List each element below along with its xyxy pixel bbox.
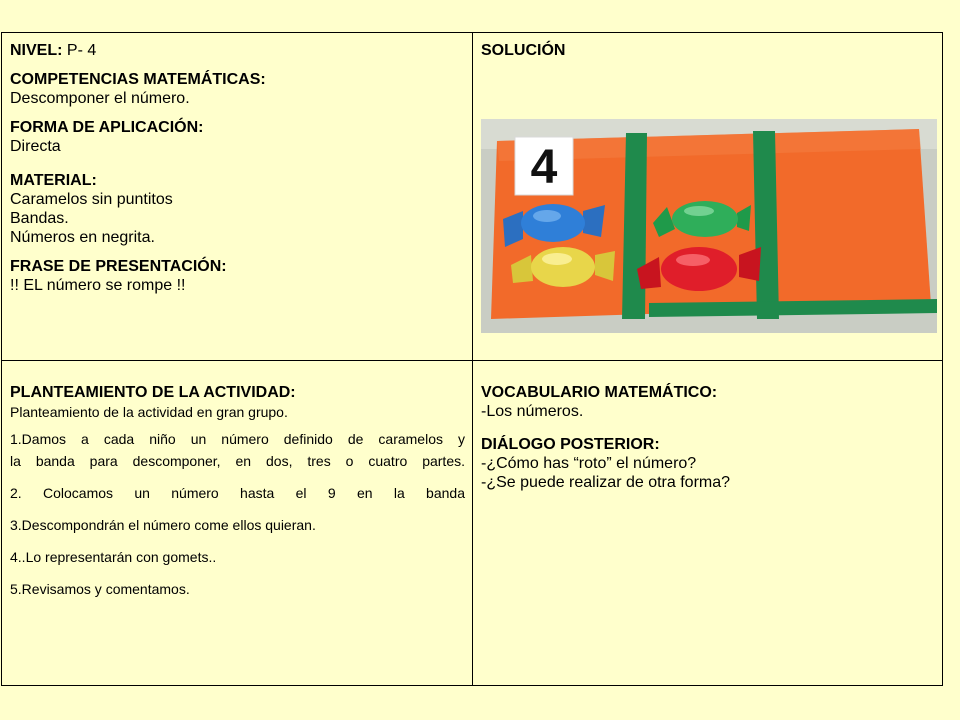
solution-photo xyxy=(481,119,937,333)
material-item: Bandas. xyxy=(10,210,69,227)
vocabulary-cell xyxy=(481,383,936,492)
planteamiento-heading: PLANTEAMIENTO DE LA ACTIVIDAD: xyxy=(10,384,296,401)
nivel-line xyxy=(10,41,465,60)
dialogo-line: -¿Se puede realizar de otra forma? xyxy=(481,474,731,491)
frase-heading: FRASE DE PRESENTACIÓN: xyxy=(10,258,227,275)
forma-heading: FORMA DE APLICACIÓN: xyxy=(10,119,204,136)
planteamiento-intro: Planteamiento de la actividad en gran grupo. xyxy=(10,404,288,420)
frase-text: !! EL número se rompe !! xyxy=(10,277,186,294)
column-divider xyxy=(472,33,473,685)
competencias-text: Descomponer el número. xyxy=(10,90,190,107)
green-band-left xyxy=(622,133,647,319)
dialogo-heading: DIÁLOGO POSTERIOR: xyxy=(481,436,660,453)
step-text: 3.Descompondrán el número come ellos quieran. xyxy=(10,517,316,533)
step-text: la banda para descomponer, en dos, tres o cuatro partes. xyxy=(10,453,465,469)
material-heading: MATERIAL: xyxy=(10,172,97,189)
row-divider xyxy=(2,360,942,361)
step-text: 2. Colocamos un número hasta el 9 en la banda xyxy=(10,485,465,501)
step-text: 4..Lo representarán con gomets.. xyxy=(10,549,217,565)
material-item: Caramelos sin puntitos xyxy=(10,191,173,208)
vocabulario-text: -Los números. xyxy=(481,403,584,420)
competencias-heading: COMPETENCIAS MATEMÁTICAS: xyxy=(10,71,266,88)
procedure-cell xyxy=(10,383,465,600)
step-text: 5.Revisamos y comentamos. xyxy=(10,581,190,597)
green-band-right xyxy=(753,131,779,319)
nivel-label: NIVEL: xyxy=(10,42,63,59)
solution-cell xyxy=(481,41,936,60)
step-text: 1.Damos a cada niño un número definido de caramelos y xyxy=(10,431,465,447)
solucion-heading: SOLUCIÓN xyxy=(481,42,566,59)
activity-info-cell xyxy=(10,41,465,295)
material-item: Números en negrita. xyxy=(10,229,155,246)
number-card-digit: 4 xyxy=(530,141,558,194)
activity-table xyxy=(1,32,943,686)
forma-text: Directa xyxy=(10,138,61,155)
nivel-value: P- 4 xyxy=(62,42,97,59)
dialogo-line: -¿Cómo has “roto” el número? xyxy=(481,455,697,472)
vocabulario-heading: VOCABULARIO MATEMÁTICO: xyxy=(481,384,718,401)
